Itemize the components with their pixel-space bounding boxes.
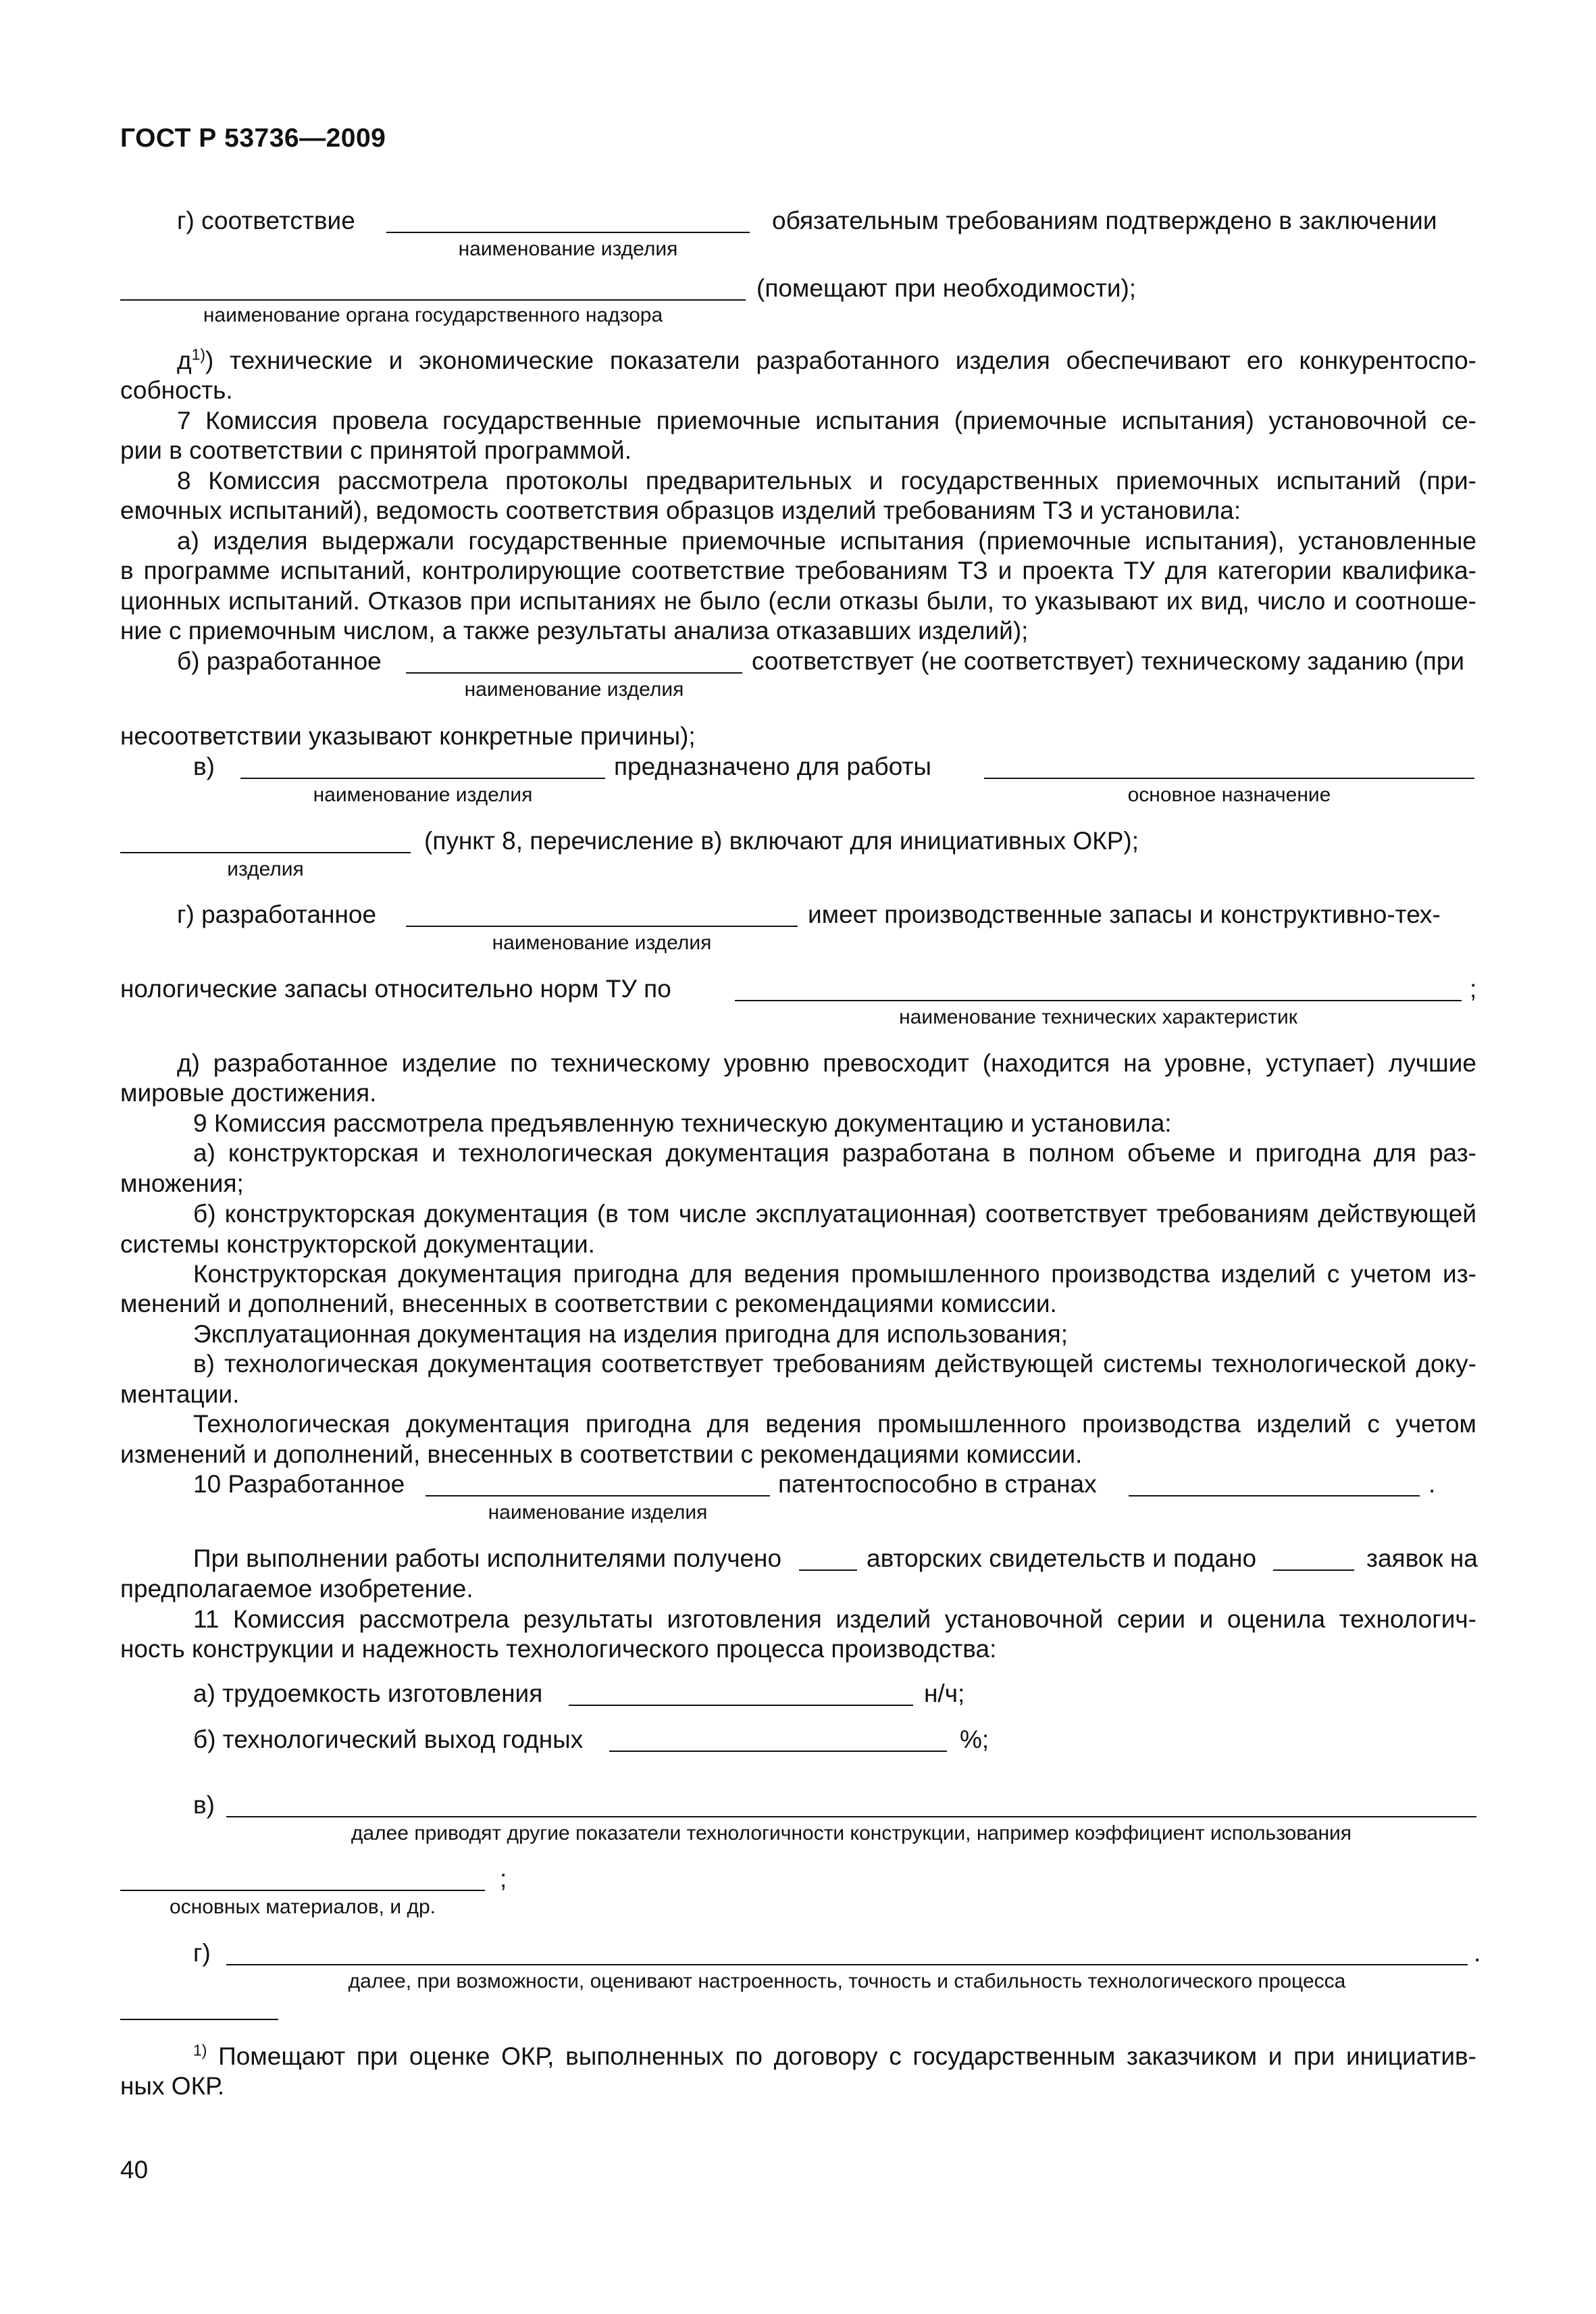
p8a-line3: ционных испытаний. Отказов при испытаниях не было (если отказы были, то указывают их вид, число и соотноше- bbox=[120, 587, 1476, 615]
p8d-line2: мировые достижения. bbox=[120, 1079, 377, 1107]
p10b-text-a: При выполнении работы исполнителями получено bbox=[193, 1544, 782, 1572]
p8-line2: емочных испытаний), ведомость соответствия образцов изделий требованиям ТЗ и установила: bbox=[120, 497, 1241, 524]
g1b-text: (помещают при необходимости); bbox=[756, 274, 1137, 302]
p8v-label: в) bbox=[193, 753, 215, 780]
p9-intro: 9 Комиссия рассмотрела предъявленную техническую документацию и установила: bbox=[193, 1109, 1172, 1137]
p11-v-semicolon: ; bbox=[500, 1865, 507, 1892]
p9-b2: системы конструкторской документации. bbox=[120, 1230, 595, 1258]
footnote-line1: $^{1)}$ Помещают при оценке ОКР, выполненных по договору с государственным заказчиком и при инициатив- bbox=[193, 2041, 1476, 2070]
p8a-line4: ние с приемочным числом, а также результаты анализа отказавших изделий); bbox=[120, 617, 1029, 645]
footnote-line2: ных ОКР. bbox=[120, 2072, 225, 2100]
p10b-text-b: авторских свидетельств и подано bbox=[867, 1544, 1257, 1572]
p8b-cont: несоответствии указывают конкретные причины); bbox=[120, 722, 696, 750]
p11-b-blank bbox=[609, 1751, 947, 1752]
page-number: 40 bbox=[120, 2156, 149, 2184]
p8b-caption: наименование изделия bbox=[464, 678, 684, 701]
p8b-label: б) разработанное bbox=[177, 647, 382, 675]
p8-line1: 8 Комиссия рассмотрела протоколы предварительных и государственных приемочных испытаний (при- bbox=[177, 467, 1476, 495]
p10b-blank1 bbox=[799, 1569, 857, 1571]
p11-a-blank bbox=[569, 1705, 913, 1706]
g1-blank bbox=[386, 232, 750, 233]
p8v-blank3 bbox=[120, 852, 411, 853]
p7-line2: рии в соответствии с принятой программой. bbox=[120, 436, 632, 464]
p10-caption: наименование изделия bbox=[488, 1501, 708, 1524]
p8a-line2: в программе испытаний, контролирующие соответствие требованиям ТЗ и проекта ТУ для категории квалифика- bbox=[120, 557, 1476, 584]
d1-line2: собность. bbox=[120, 376, 233, 404]
g1-text: обязательным требованиям подтверждено в заключении bbox=[772, 207, 1437, 234]
p8g-semicolon: ; bbox=[1470, 975, 1477, 1003]
p8v-caption2: основное назначение bbox=[1127, 784, 1331, 806]
p11-v-caption2: основных материалов, и др. bbox=[170, 1896, 436, 1918]
p11-b-unit: %; bbox=[960, 1726, 989, 1753]
p9-d1: Эксплуатационная документация на изделия пригодна для использования; bbox=[193, 1320, 1068, 1348]
p11-b-label: б) технологический выход годных bbox=[193, 1726, 584, 1753]
p8d-line1: д) разработанное изделие по техническому уровню превосходит (находится на уровне, уступает) лучшие bbox=[177, 1049, 1476, 1077]
p8g-caption2: наименование технических характеристик bbox=[899, 1006, 1297, 1028]
p8v-blank2 bbox=[984, 778, 1474, 779]
p8b-blank bbox=[406, 672, 742, 674]
p9-e2: ментации. bbox=[120, 1380, 240, 1408]
p9-a1: а) конструкторская и технологическая документация разработана в полном объеме и пригодна для раз- bbox=[193, 1139, 1476, 1167]
p11-v-blank2 bbox=[120, 1890, 485, 1891]
p10b-line2: предполагаемое изобретение. bbox=[120, 1575, 473, 1603]
p9-e1: в) технологическая документация соответствует требованиям действующей системы технологической доку- bbox=[193, 1350, 1476, 1378]
p9-b1: б) конструкторская документация (в том числе эксплуатационная) соответствует требованиям действующей bbox=[193, 1200, 1476, 1228]
p11-line2: ность конструкции и надежность технологического процесса производства: bbox=[120, 1635, 997, 1663]
p9-f1: Технологическая документация пригодна для ведения промышленного производства изделий с учетом bbox=[193, 1410, 1476, 1438]
p8a-line1: а) изделия выдержали государственные приемочные испытания (приемочные испытания), установленные bbox=[177, 527, 1476, 555]
p9-c1: Конструкторская документация пригодна для ведения промышленного производства изделий с учетом из- bbox=[193, 1260, 1476, 1288]
p11-v-blank bbox=[226, 1816, 1476, 1817]
p10-label: 10 Разработанное bbox=[193, 1470, 405, 1498]
p11-v-caption: далее приводят другие показатели технологичности конструкции, например коэффициент использования bbox=[351, 1822, 1352, 1844]
p11-line1: 11 Комиссия рассмотрела результаты изготовления изделий установочной серии и оценила технологич- bbox=[193, 1605, 1476, 1633]
p8g-blank2 bbox=[735, 1000, 1462, 1001]
p8g-cont: нологические запасы относительно норм ТУ по bbox=[120, 975, 671, 1003]
p10-blank bbox=[426, 1495, 770, 1496]
p8b-text: соответствует (не соответствует) техническому заданию (при bbox=[752, 647, 1464, 675]
p10-blank2 bbox=[1129, 1495, 1420, 1496]
p10-text: патентоспособно в странах bbox=[778, 1470, 1097, 1498]
d1-line1: $д^{1)}$) технические и экономические показатели разработанного изделия обеспечивают его конкурентоспо- bbox=[177, 345, 1476, 374]
standard-header: ГОСТ Р 53736—2009 bbox=[120, 124, 386, 153]
g1-caption: наименование изделия bbox=[458, 238, 678, 260]
p11-g-caption: далее, при возможности, оценивают настроенность, точность и стабильность технологического процесса bbox=[348, 1970, 1346, 1992]
p8v-text: предназначено для работы bbox=[614, 753, 932, 780]
p9-c2: менений и дополнений, внесенных в соответствии с рекомендациями комиссии. bbox=[120, 1290, 1057, 1317]
p8g-text: имеет производственные запасы и конструктивно-тех- bbox=[808, 901, 1441, 928]
footnote-rule bbox=[120, 2019, 278, 2020]
p11-g-dot: . bbox=[1474, 1939, 1481, 1967]
p9-a2: множения; bbox=[120, 1169, 244, 1197]
p8v-caption3: изделия bbox=[227, 858, 304, 880]
p8v-caption1: наименование изделия bbox=[313, 784, 533, 806]
g1b-caption: наименование органа государственного надзора bbox=[203, 304, 663, 326]
p11-v-label: в) bbox=[193, 1791, 215, 1819]
g1b-blank bbox=[120, 299, 746, 301]
p8g-caption: наименование изделия bbox=[492, 932, 712, 954]
p8g-label: г) разработанное bbox=[177, 901, 377, 928]
p8v-blank1 bbox=[240, 778, 605, 779]
p11-g-label: г) bbox=[193, 1939, 211, 1967]
p10b-text-c: заявок на bbox=[1366, 1544, 1478, 1572]
p8v-cont: (пункт 8, перечисление в) включают для инициативных ОКР); bbox=[424, 827, 1139, 855]
g1-label: г) соответствие bbox=[177, 207, 355, 234]
p10-dot: . bbox=[1428, 1470, 1436, 1498]
p9-f2: изменений и дополнений, внесенных в соответствии с рекомендациями комиссии. bbox=[120, 1440, 1083, 1468]
p11-a-label: а) трудоемкость изготовления bbox=[193, 1680, 543, 1707]
p11-a-unit: н/ч; bbox=[924, 1680, 965, 1707]
p11-g-blank bbox=[226, 1964, 1468, 1965]
p7-line1: 7 Комиссия провела государственные приемочные испытания (приемочные испытания) установочной се- bbox=[177, 407, 1476, 434]
p10b-blank2 bbox=[1273, 1569, 1354, 1571]
p8g-blank bbox=[406, 926, 798, 927]
